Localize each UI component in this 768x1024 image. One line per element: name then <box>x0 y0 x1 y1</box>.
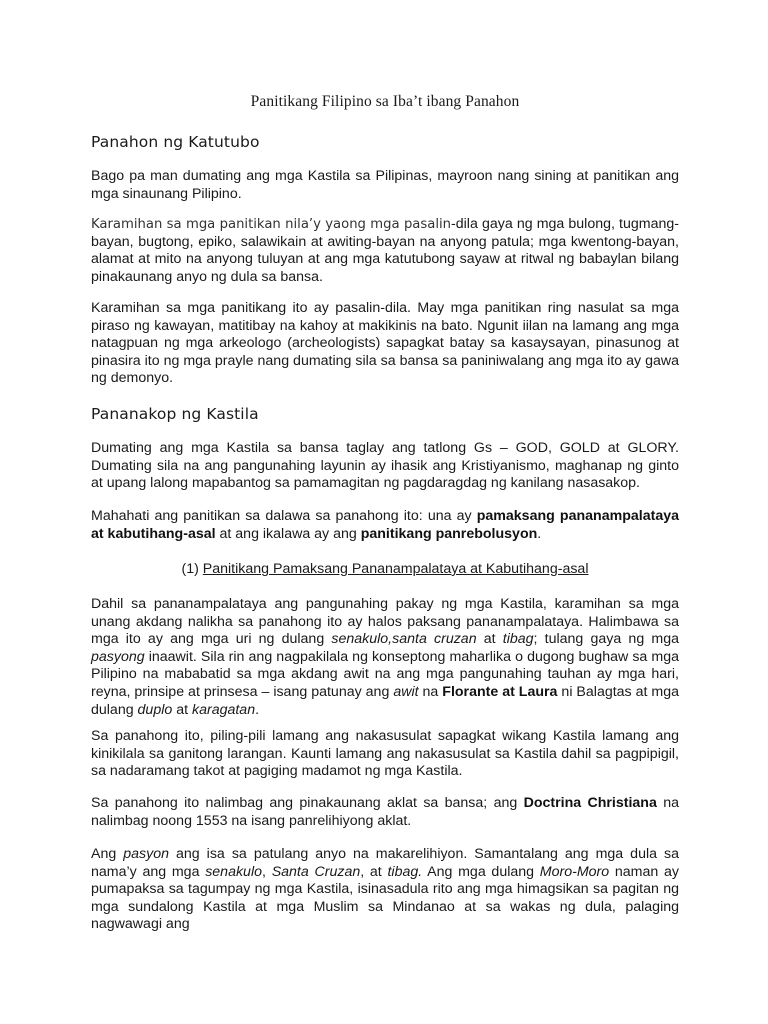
section-heading-kastila: Pananakop ng Kastila <box>91 405 259 423</box>
document-title: Panitikang Filipino sa Iba’t ibang Panahon <box>250 93 520 110</box>
paragraph-kastila-5: Sa panahong ito nalimbag ang pinakaunang aklat sa bansa; ang Doctrina Christiana na nalimbag noong 1553 na isang panrelihiyong aklat. <box>91 795 679 829</box>
paragraph-kastila-4: Sa panahong ito, piling-pili lamang ang nakasusulat sapagkat wikang Kastila lamang ang kinikilala sa ganitong larangan. Kaunti lamang ang nakasusulat sa Kastila dahil sa pagpipigil, sa nadaramang takot at pagiging madamot ng mga Kastila. <box>91 728 679 780</box>
paragraph-kastila-3: Dahil sa pananampalataya ang pangunahing pakay ng mga Kastila, karamihan sa mga unang akdang nalikha sa panahong ito ay halos paksang pananampalataya. Halimbawa sa mga ito ay ang mga uri ng dulang senakulo,santa cruzan at tibag; tulang gaya ng mga pasyong inaawit. Sila rin ang nagpakilala ng konseptong maharlika o dugong bughaw sa mga Pilipino na mababatid sa mga akdang awit na ang mga pangunahing tauhan ay mga hari, reyna, prinsipe at prinsesa – isang patunay ang awit na Florante at Laura ni Balagtas at mga dulang duplo at karagatan. <box>91 596 680 718</box>
paragraph-kastila-6: Ang pasyon ang isa sa patulang anyo na makarelihiyon. Samantalang ang mga dula sa nama’y ang mga senakulo, Santa Cruzan, at tibag. Ang mga dulang Moro-Moro naman ay pumapaksa sa tagumpay ng mga Kastila, isinasadula rito ang mga himagsikan sa pagitan ng mga sundalong Kastila at mga Muslim sa Mindanao at sa wakas ng dula, palaging nagwawagi ang <box>91 846 679 933</box>
paragraph-kastila-1: Dumating ang mga Kastila sa bansa taglay ang tatlong Gs – GOD, GOLD at GLORY. Dumating sila na ang pangunahing layunin ay ihasik ang Kristiyanismo, maghanap ng ginto at upang lalong mapabantog sa pamamagitan ng pagdaragdag ng kanilang nasasakop. <box>91 440 679 492</box>
paragraph-kastila-2: Mahahati ang panitikan sa dalawa sa panahong ito: una ay pamaksang pananampalataya at kabutihang-asal at ang ikalawa ay ang panitikang panrebolusyon. <box>91 508 679 542</box>
subheading-pananampalataya: (1) Panitikang Pamaksang Pananampalataya at Kabutihang-asal <box>181 561 589 577</box>
paragraph-katutubo-2: Karamihan sa mga panitikan nila’y yaong mga pasalin-dila gaya ng mga bulong, tugmang-bayan, bugtong, epiko, salawikain at awiting-bayan na anyong patula; mga kwentong-bayan, alamat at mito na anyong tuluyan at ang mga katutubong sayaw at ritwal ng babaylan bilang pinakaunang anyo ng dula sa bansa. <box>91 216 679 285</box>
paragraph-katutubo-1: Bago pa man dumating ang mga Kastila sa Pilipinas, mayroon nang sining at panitikan ang mga sinaunang Pilipino. <box>91 168 679 202</box>
section-heading-katutubo: Panahon ng Katutubo <box>91 133 260 151</box>
paragraph-katutubo-3: Karamihan sa mga panitikang ito ay pasalin-dila. May mga panitikan ring nasulat sa mga piraso ng kawayan, matitibay na kahoy at makikinis na bato. Ngunit iilan na lamang ang mga natagpuan ng mga arkeologo (archeologists) sapagkat batay sa kasaysayan, pinasunog at pinasira ito ng mga prayle nang dumating sila sa bansa sa paniniwalang ang mga ito ay gawa ng demonyo. <box>91 300 679 387</box>
